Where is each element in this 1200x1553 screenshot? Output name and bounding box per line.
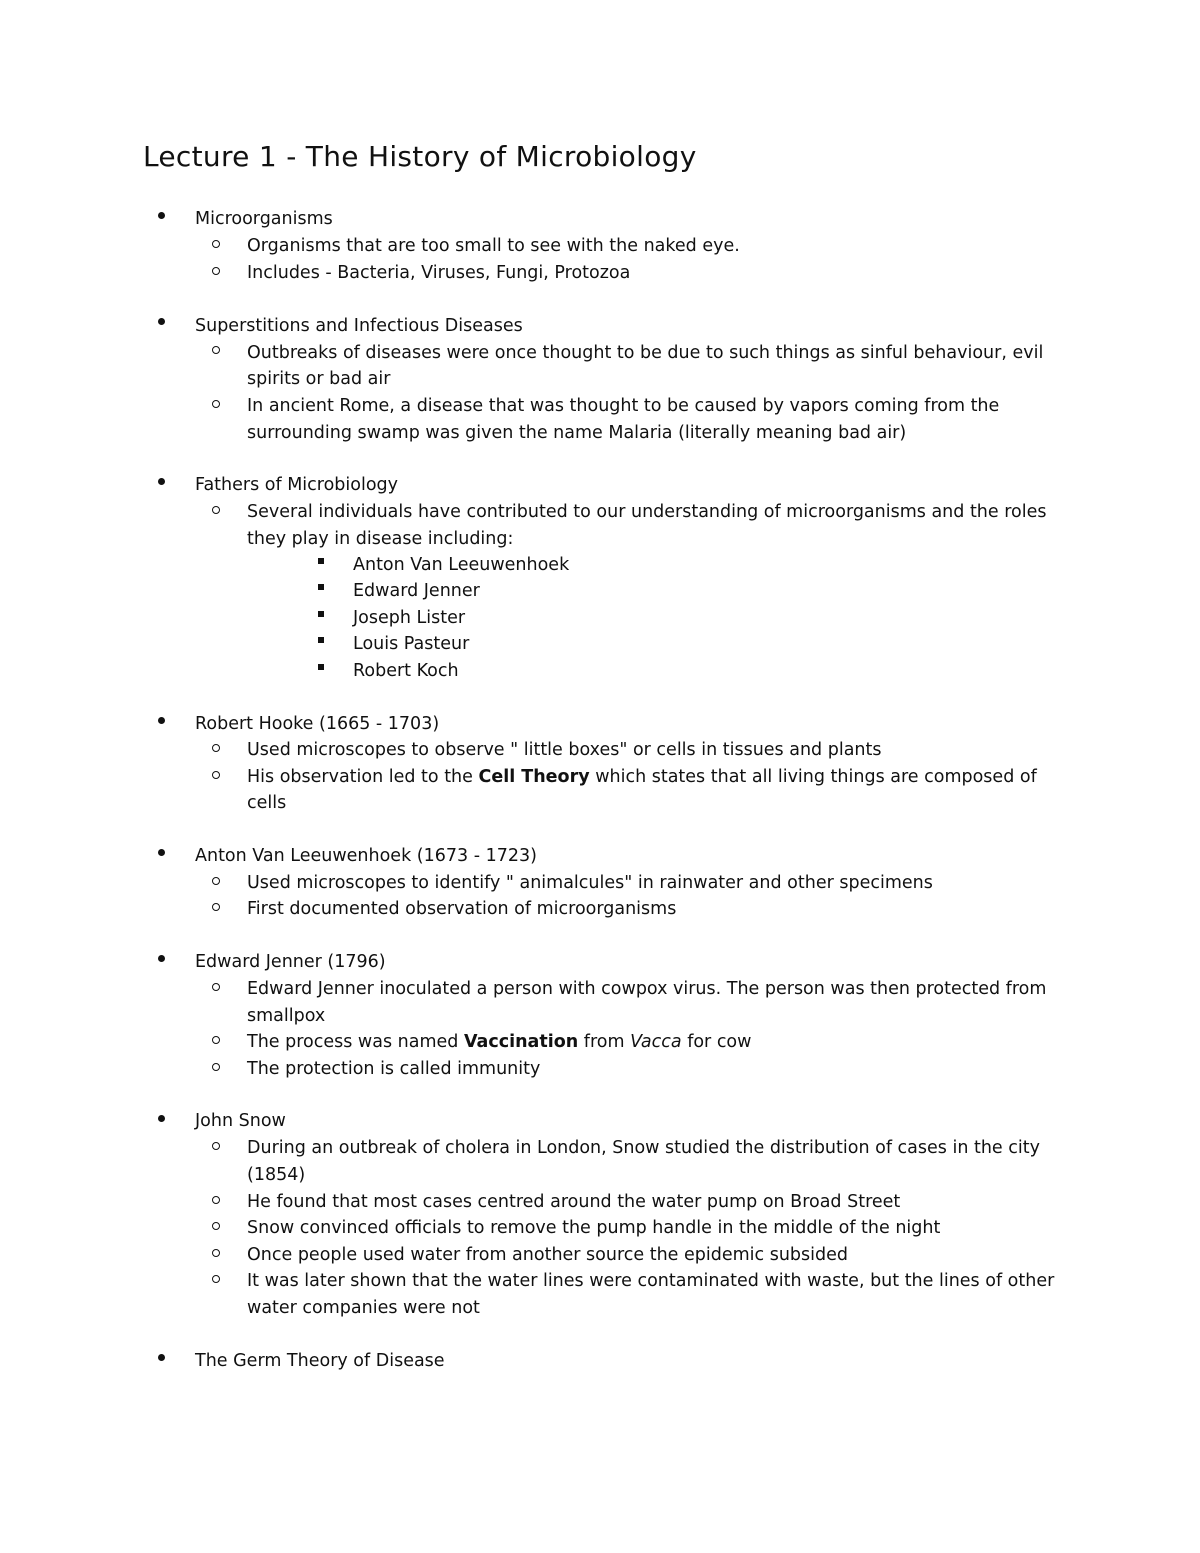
section-heading: Robert Hooke (1665 - 1703): [195, 714, 440, 734]
bullet-circle-icon: [212, 267, 220, 275]
bullet-square-icon: [318, 558, 324, 564]
list-item: Outbreaks of diseases were once thought to be due to such things as sinful behaviour, evil: [247, 343, 1044, 363]
bullet-square-icon: [318, 611, 324, 617]
list-item: Several individuals have contributed to our understanding of microorganisms and the roles: [247, 502, 1047, 522]
bullet-square-icon: [318, 584, 324, 590]
text-run: for cow: [681, 1032, 752, 1052]
person-item: Joseph Lister: [353, 608, 466, 628]
list-item: It was later shown that the water lines were contaminated with waste, but the lines of other: [247, 1271, 1055, 1291]
list-item: Edward Jenner inoculated a person with cowpox virus. The person was then protected from: [247, 979, 1047, 999]
text-run: which states that all living things are composed of: [589, 767, 1037, 787]
list-item-continuation: water companies were not: [247, 1298, 480, 1318]
bullet-circle-icon: [212, 744, 220, 752]
text-run: The process was named: [247, 1032, 464, 1052]
bullet-circle-icon: [212, 1275, 220, 1283]
list-item-continuation: cells: [247, 793, 287, 813]
person-item: Robert Koch: [353, 661, 459, 681]
bullet-disc-icon: [158, 849, 165, 856]
bullet-circle-icon: [212, 400, 220, 408]
list-item: During an outbreak of cholera in London, Snow studied the distribution of cases in the city: [247, 1138, 1040, 1158]
bullet-square-icon: [318, 664, 324, 670]
list-item: Includes - Bacteria, Viruses, Fungi, Protozoa: [247, 263, 631, 283]
section-heading: Microorganisms: [195, 209, 333, 229]
bullet-circle-icon: [212, 1249, 220, 1257]
list-item-continuation: they play in disease including:: [247, 529, 514, 549]
italic-term: Vacca: [630, 1032, 682, 1052]
bullet-circle-icon: [212, 506, 220, 514]
section-heading: Anton Van Leeuwenhoek (1673 - 1723): [195, 846, 537, 866]
list-item: Used microscopes to identify " animalcules" in rainwater and other specimens: [247, 873, 933, 893]
list-item: Organisms that are too small to see with the naked eye.: [247, 236, 740, 256]
bullet-disc-icon: [158, 318, 165, 325]
person-item: Louis Pasteur: [353, 634, 470, 654]
bullet-square-icon: [318, 637, 324, 643]
page-title: Lecture 1 - The History of Microbiology: [143, 140, 697, 173]
list-item-continuation: smallpox: [247, 1006, 326, 1026]
bullet-circle-icon: [212, 1222, 220, 1230]
bold-term: Vaccination: [463, 1032, 579, 1052]
list-item: [247, 764, 1037, 790]
bold-term: Cell Theory: [478, 767, 590, 787]
bullet-circle-icon: [212, 877, 220, 885]
section-heading: Fathers of Microbiology: [195, 475, 399, 495]
bullet-circle-icon: [212, 240, 220, 248]
bullet-disc-icon: [158, 478, 165, 485]
section-heading: Edward Jenner (1796): [195, 952, 386, 972]
text-run: His observation led to the: [247, 767, 479, 787]
list-item: He found that most cases centred around the water pump on Broad Street: [247, 1192, 901, 1212]
list-item: Snow convinced officials to remove the pump handle in the middle of the night: [247, 1218, 941, 1238]
list-item-continuation: spirits or bad air: [247, 369, 391, 389]
bullet-disc-icon: [158, 212, 165, 219]
bullet-disc-icon: [158, 1354, 165, 1361]
bullet-circle-icon: [212, 903, 220, 911]
list-item: [247, 1029, 751, 1055]
section-heading: The Germ Theory of Disease: [195, 1351, 445, 1371]
list-item: First documented observation of microorganisms: [247, 899, 677, 919]
list-item: Once people used water from another source the epidemic subsided: [247, 1245, 848, 1265]
list-item: The protection is called immunity: [247, 1059, 541, 1079]
bullet-circle-icon: [212, 1196, 220, 1204]
bullet-circle-icon: [212, 771, 220, 779]
bullet-disc-icon: [158, 955, 165, 962]
list-item: Used microscopes to observe " little boxes" or cells in tissues and plants: [247, 740, 882, 760]
bullet-disc-icon: [158, 717, 165, 724]
person-item: Anton Van Leeuwenhoek: [353, 555, 570, 575]
bullet-circle-icon: [212, 983, 220, 991]
bullet-circle-icon: [212, 1063, 220, 1071]
bullet-circle-icon: [212, 346, 220, 354]
list-item: In ancient Rome, a disease that was thought to be caused by vapors coming from the: [247, 396, 1000, 416]
bullet-circle-icon: [212, 1142, 220, 1150]
bullet-circle-icon: [212, 1036, 220, 1044]
list-item-continuation: surrounding swamp was given the name Malaria (literally meaning bad air): [247, 423, 907, 443]
list-item-continuation: (1854): [247, 1165, 306, 1185]
section-heading: John Snow: [195, 1111, 286, 1131]
person-item: Edward Jenner: [353, 581, 480, 601]
bullet-disc-icon: [158, 1115, 165, 1122]
text-run: from: [578, 1032, 631, 1052]
section-heading: Superstitions and Infectious Diseases: [195, 316, 523, 336]
